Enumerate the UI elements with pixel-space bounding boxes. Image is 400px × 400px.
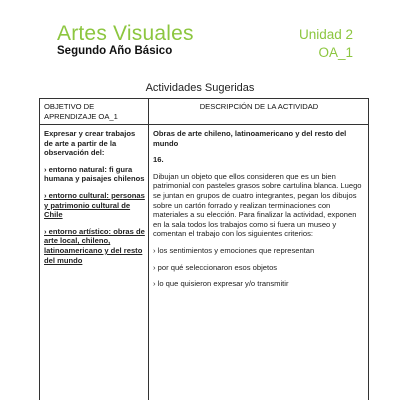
activity-body: Dibujan un objeto que ellos consideren que es un bien patrimonial con pasteles grasos sobre cartulina blanca. Luego se juntan en grupos de cuatro integrantes, pegan los dibujos sobre un cartón forrado y realizan terminaciones con materiales a su elección. Para finalizar la actividad, exponen en la sala todos los trabajos como si fuera un museo y comentan el trabajo con los siguientes criterios:	[153, 171, 362, 239]
objective-cell	[44, 129, 146, 272]
objective-intro: Expresar y crear trabajos de arte a partir de la observación del:	[44, 129, 136, 158]
description-cell	[153, 129, 365, 296]
criteria-item: › por qué seleccionaron esos objetos	[153, 262, 278, 272]
criteria-item: › los sentimientos y emociones que representan	[153, 245, 315, 255]
oa-label: OA_1	[318, 45, 353, 60]
objective-item-cultural: › entorno cultural: personas y patrimonio cultural de Chile	[44, 190, 145, 220]
objective-item-natural: › entorno natural: fi gura humana y paisajes chilenos	[44, 164, 145, 184]
table-header-row	[40, 99, 368, 125]
document-subtitle: Segundo Año Básico	[57, 45, 173, 57]
activity-table	[39, 98, 369, 400]
activity-number: 16.	[153, 155, 164, 165]
activity-heading: Obras de arte chileno, latinoamericano y del resto del mundo	[153, 129, 347, 148]
document-title: Artes Visuales	[57, 22, 194, 45]
column-header-objective: OBJETIVO DE APRENDIZAJE OA_1	[44, 102, 118, 121]
criteria-item: › lo que quisieron expresar y/o transmitir	[153, 279, 289, 289]
unit-label: Unidad 2	[298, 27, 353, 42]
column-header-description: DESCRIPCIÓN DE LA ACTIVIDAD	[199, 102, 319, 111]
column-divider	[148, 99, 149, 400]
objective-item-artistic: › entorno artístico: obras de arte local, chileno, latinoamericano y del resto del mundo	[44, 226, 145, 265]
section-title: Actividades Sugeridas	[145, 82, 255, 94]
